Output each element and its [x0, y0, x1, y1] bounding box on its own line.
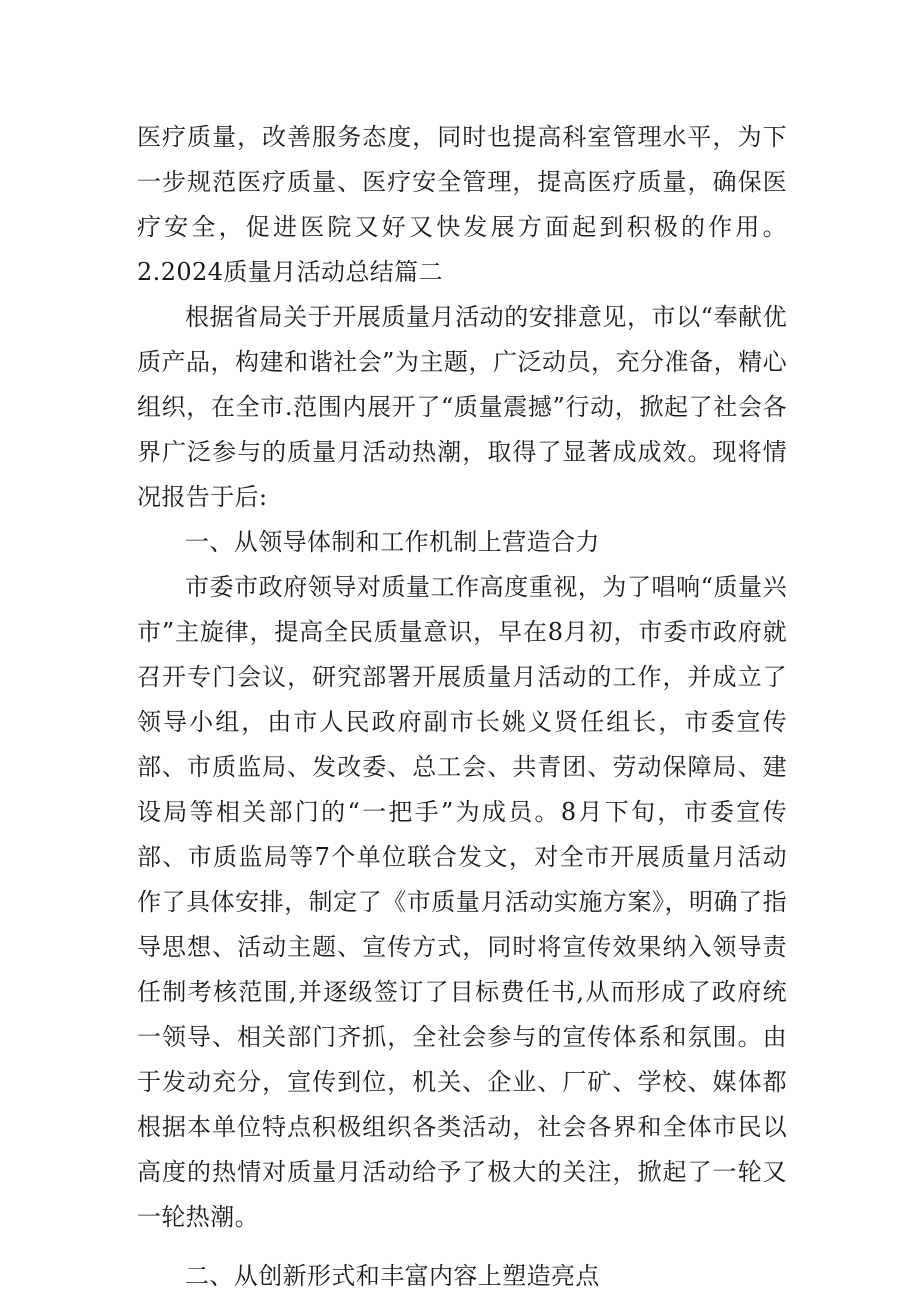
paragraph-continuation: 医疗质量，改善服务态度，同时也提高科室管理水平，为下一步规范医疗质量、医疗安全管理，提高医疗质量，确保医疗安全，促进医院又好又快发展方面起到积极的作用。2.2024质量月活动总结篇二	[137, 123, 787, 286]
section-heading-1: 一、从领导体制和工作机制上营造合力	[185, 528, 600, 556]
document-body	[137, 115, 787, 1299]
section-heading-2: 二、从创新形式和丰富内容上塑造亮点	[185, 1262, 600, 1290]
paragraph-section-1: 市委市政府领导对质量工作高度重视，为了唱响“质量兴市”主旋律，提高全民质量意识，早在8月初，市委市政府就召开专门会议，研究部署开展质量月活动的工作，并成立了领导小组，由市人民政府副市长姚义贤任组长，市委宣传部、市质监局、发改委、总工会、共青团、劳动保障局、建设局等相关部门的“一把手”为成员。8月下旬，市委宣传部、市质监局等7个单位联合发文，对全市开展质量月活动作了具体安排，制定了《市质量月活动实施方案》，明确了指导思想、活动主题、宣传方式，同时将宣传效果纳入领导责任制考核范围,并逐级签订了目标费任书,从而形成了政府统一领导、相关部门齐抓，全社会参与的宣传体系和氛围。由于发动充分，宣传到位，机关、企业、厂矿、学校、媒体都根据本单位特点积极组织各类活动，社会各界和全体市民以高度的热情对质量月活动给予了极大的关注，掀起了一轮又一轮热潮。	[137, 573, 787, 1231]
paragraph-intro: 根据省局关于开展质量月活动的安排意见，市以“奉献优质产品，构建和谐社会”为主题，广泛动员，充分准备，精心组织，在全市.范围内展开了“质量震撼”行动，掀起了社会各界广泛参与的质量月活动热潮，取得了显著成成效。现将情况报告于后:	[137, 303, 787, 511]
